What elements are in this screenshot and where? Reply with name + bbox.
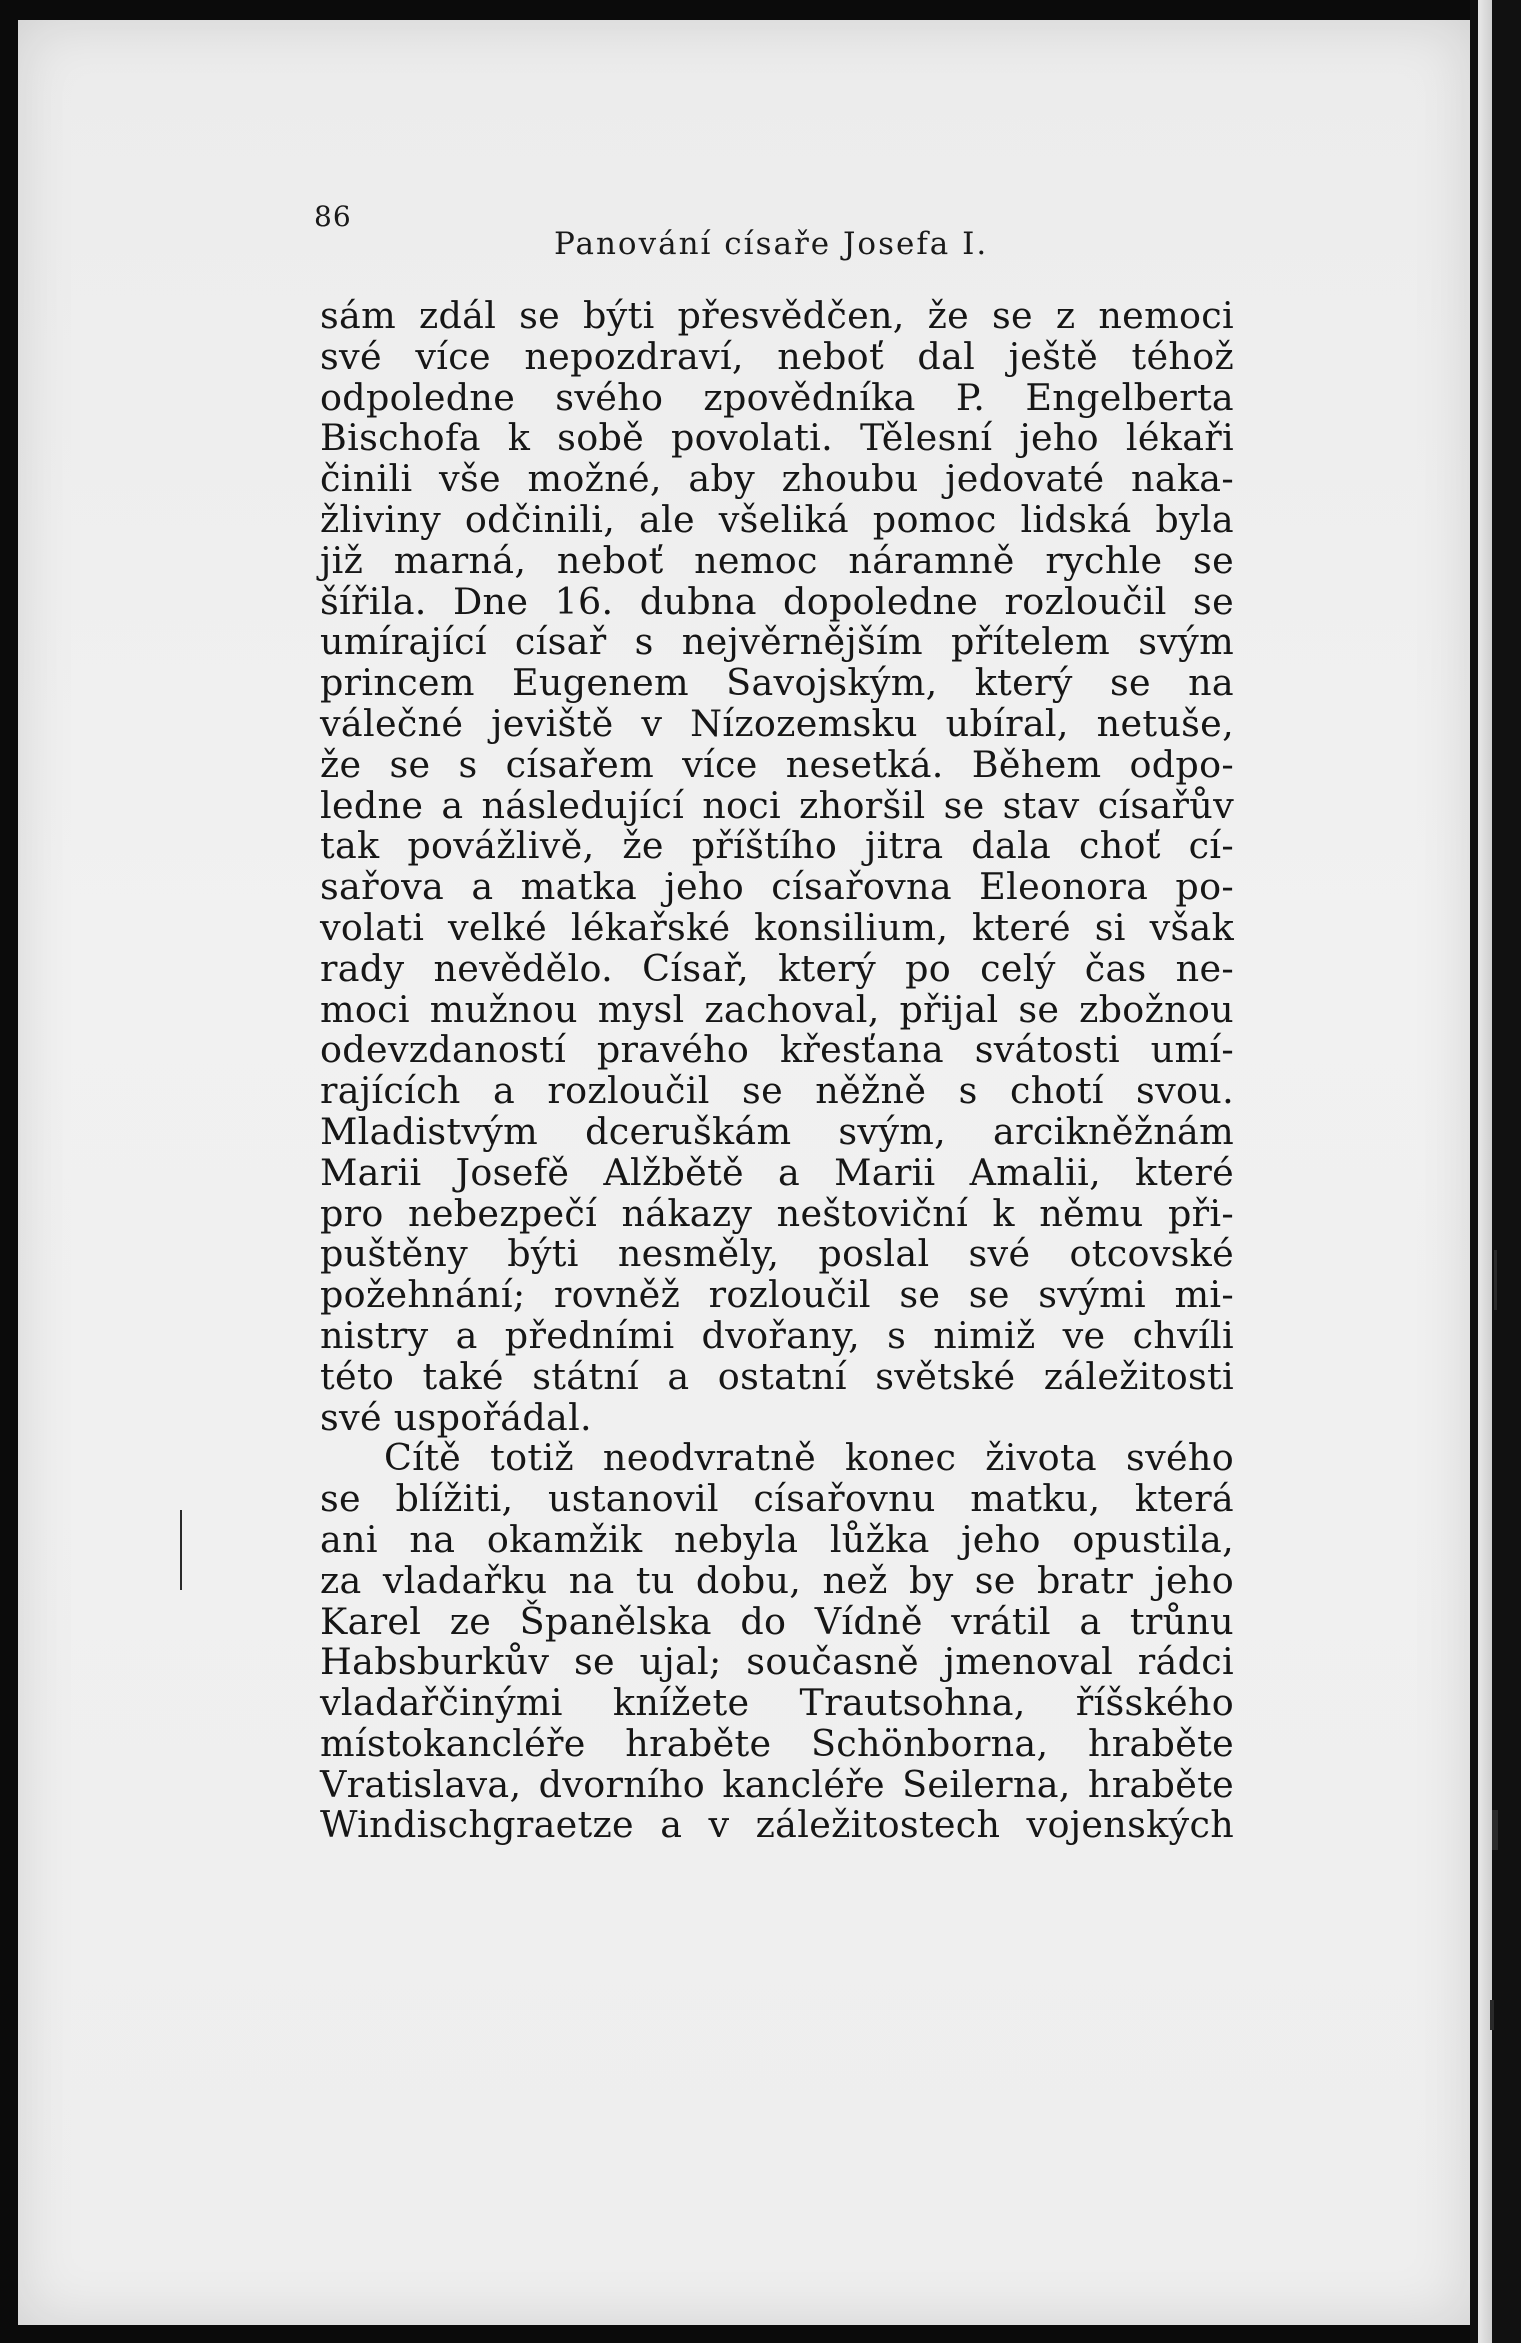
text-line: místokancléře hraběte Schönborna, hraběte xyxy=(320,1721,1234,1765)
text-line: šířila. Dne 16. dubna dopoledne rozloučil se xyxy=(320,579,1234,623)
scan-speck xyxy=(180,1510,182,1590)
text-line: žliviny odčinili, ale všeliká pomoc lidská byla xyxy=(320,497,1234,541)
text-line: vladařčinými knížete Trautsohna, říšského xyxy=(320,1681,1234,1725)
text-line: Windischgraetze a v záležitostech vojenských xyxy=(320,1803,1234,1847)
text-line: rady nevědělo. Císař, který po celý čas ne- xyxy=(320,946,1234,990)
scan-speck xyxy=(1490,2000,1494,2030)
text-line: Cítě totiž neodvratně konec života svého xyxy=(384,1436,1234,1480)
adjacent-page-edge xyxy=(1478,0,1492,2343)
text-line: sařova a matka jeho císařovna Eleonora po- xyxy=(320,865,1234,909)
text-line: puštěny býti nesměly, poslal své otcovské xyxy=(320,1232,1234,1276)
text-line: umírající císař s nejvěrnějším přítelem svým xyxy=(320,620,1234,664)
text-line: nistry a předními dvořany, s nimiž ve chvíli xyxy=(320,1313,1234,1357)
text-line: princem Eugenem Savojským, který se na xyxy=(320,661,1234,705)
text-line: odpoledne svého zpovědníka P. Engelberta xyxy=(320,375,1234,419)
text-line: ledne a následující noci zhoršil se stav císařův xyxy=(320,783,1234,827)
page-header xyxy=(314,200,1234,270)
text-line: za vladařku na tu dobu, než by se bratr jeho xyxy=(320,1558,1234,1602)
text-line: Vratislava, dvorního kancléře Seilerna, hraběte xyxy=(320,1762,1234,1806)
text-line: činili vše možné, aby zhoubu jedovaté naka- xyxy=(320,457,1234,501)
text-line: tak povážlivě, že příštího jitra dala choť cí- xyxy=(320,824,1234,868)
text-line: této také státní a ostatní světské záležitosti xyxy=(320,1354,1234,1398)
text-line: Karel ze Španělska do Vídně vrátil a trůnu xyxy=(320,1599,1234,1643)
text-line: ani na okamžik nebyla lůžka jeho opustila, xyxy=(320,1517,1234,1561)
text-line: rajících a rozloučil se něžně s chotí svou. xyxy=(320,1069,1234,1113)
text-line: Mladistvým dceruškám svým, arcikněžnám xyxy=(320,1109,1234,1153)
text-line: již marná, neboť nemoc náramně rychle se xyxy=(320,538,1234,582)
text-line: své více nepozdraví, neboť dal ještě téhož xyxy=(320,334,1234,378)
text-line: moci mužnou mysl zachoval, přijal se zbožnou xyxy=(320,987,1234,1031)
text-line: své uspořádal. xyxy=(320,1395,592,1439)
running-title: Panování císaře Josefa I. xyxy=(554,226,989,262)
body-text xyxy=(320,296,1234,1846)
text-line: požehnání; rovněž rozloučil se se svými mi- xyxy=(320,1273,1234,1317)
text-line: pro nebezpečí nákazy neštoviční k němu při- xyxy=(320,1191,1234,1235)
text-line: že se s císařem více nesetká. Během odpo- xyxy=(320,742,1234,786)
text-line: se blížiti, ustanovil císařovnu matku, která xyxy=(320,1477,1234,1521)
page-number: 86 xyxy=(314,200,352,233)
text-line: Habsburkův se ujal; současně jmenoval rádci xyxy=(320,1640,1234,1684)
text-line: odevzdaností pravého křesťana svátosti umí- xyxy=(320,1028,1234,1072)
text-line: sám zdál se býti přesvědčen, že se z nemoci xyxy=(320,294,1234,337)
text-line: Marii Josefě Alžbětě a Marii Amalii, které xyxy=(320,1150,1234,1194)
text-line: volati velké lékařské konsilium, které si však xyxy=(320,905,1234,949)
text-line: válečné jeviště v Nízozemsku ubíral, netuše, xyxy=(320,701,1234,745)
scan-speck xyxy=(1492,1810,1498,1850)
text-line: Bischofa k sobě povolati. Tělesní jeho lékaři xyxy=(320,416,1234,460)
scan-speck xyxy=(1494,1250,1497,1310)
